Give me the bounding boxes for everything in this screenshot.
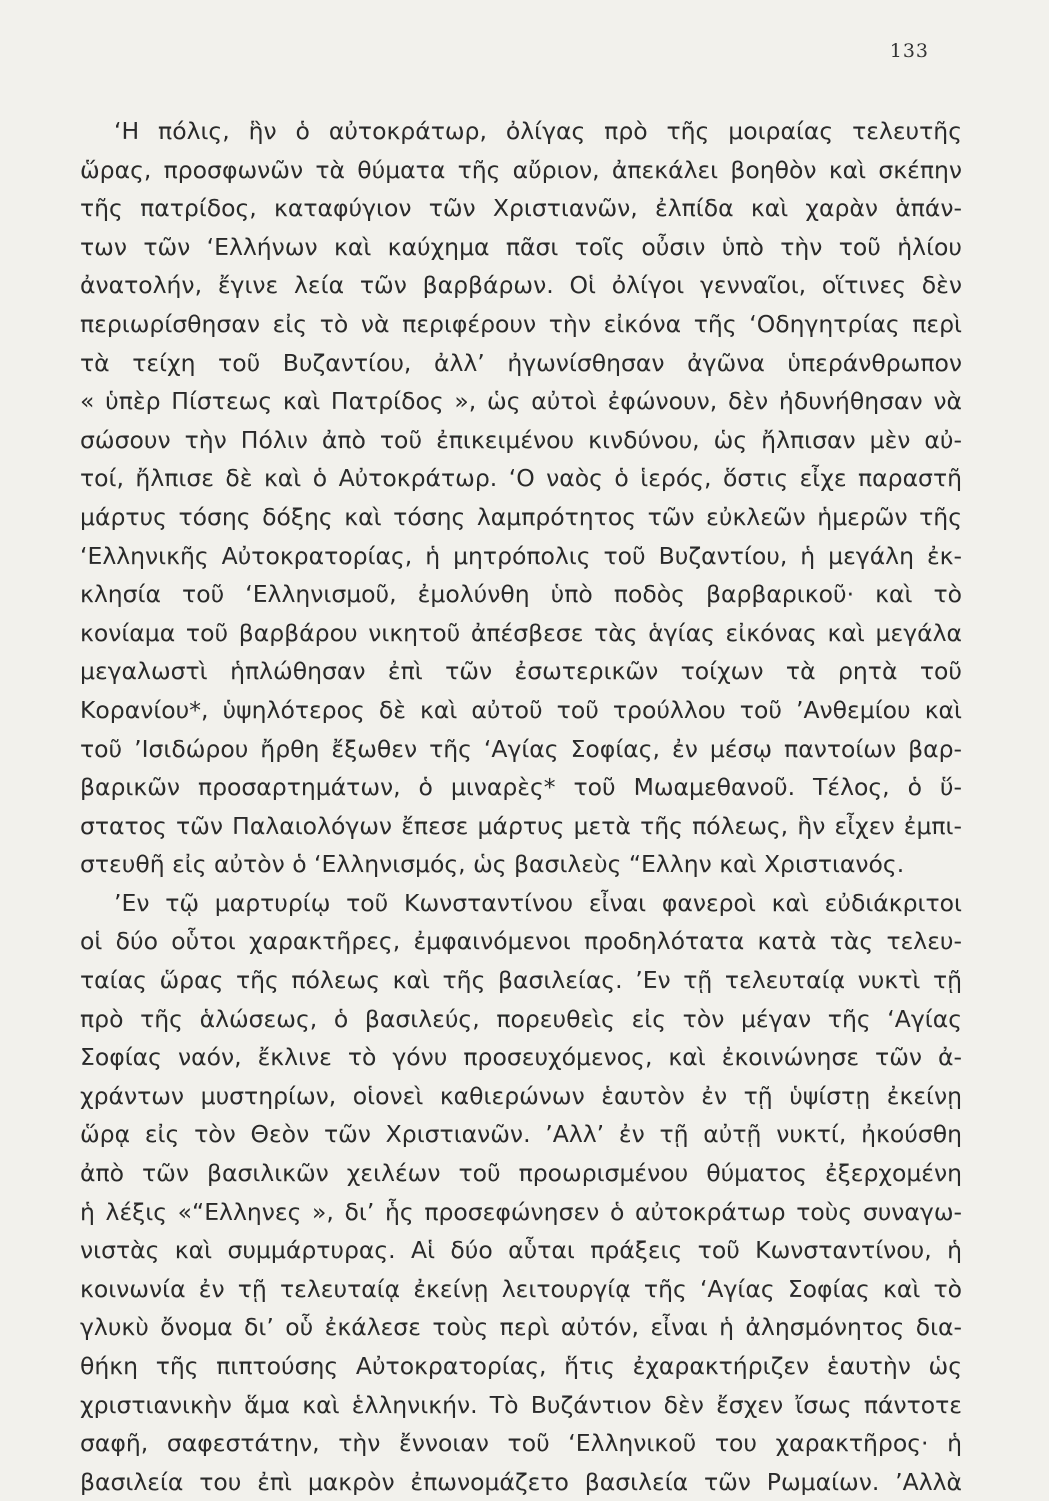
text-line: Κορανίου*, ὑψηλότερος δὲ καὶ αὐτοῦ τοῦ τρούλλου τοῦ ’Ανθεμίου καὶ — [80, 695, 962, 724]
text-line: ἀνατολήν, ἔγινε λεία τῶν βαρβάρων. Οἱ ὀλίγοι γενναῖοι, οἵτινες δὲν — [80, 271, 962, 300]
text-line: τὰ τείχη τοῦ Βυζαντίου, ἀλλ’ ἠγωνίσθησαν ἀγῶνα ὑπεράνθρωπον — [80, 348, 962, 377]
text-line: θήκη τῆς πιπτούσης Αὐτοκρατορίας, ἥτις ἐχαρακτήριζεν ἑαυτὴν ὡς — [80, 1352, 962, 1380]
text-line: σώσουν τὴν Πόλιν ἀπὸ τοῦ ἐπικειμένου κινδύνου, ὡς ἤλπισαν μὲν αὐ- — [80, 425, 962, 454]
text-line: σαφῆ, σαφεστάτην, τὴν ἔννοιαν τοῦ ‘Ελληνικοῦ του χαρακτῆρος· ἡ — [80, 1429, 962, 1458]
text-line: χριστιανικὴν ἅμα καὶ ἑλληνικήν. Τὸ Βυζάντιον δὲν ἔσχεν ἴσως πάντοτε — [80, 1390, 962, 1419]
text-line: γλυκὺ ὄνομα δι’ οὗ ἐκάλεσε τοὺς περὶ αὐτόν, εἶναι ἡ ἀλησμόνητος δια- — [80, 1313, 962, 1342]
text-line: ‘Ελληνικῆς Αὐτοκρατορίας, ἡ μητρόπολις τοῦ Βυζαντίου, ἡ μεγάλη ἐκ- — [80, 541, 962, 570]
text-line: « ὑπὲρ Πίστεως καὶ Πατρίδος », ὡς αὐτοὶ ἐφώνουν, δὲν ἠδυνήθησαν νὰ — [80, 387, 962, 416]
text-line: τοῦ ’Ισιδώρου ἤρθη ἔξωθεν τῆς ‘Αγίας Σοφίας, ἐν μέσῳ παντοίων βαρ- — [80, 734, 962, 763]
text-line: οἱ δύο οὗτοι χαρακτῆρες, ἐμφαινόμενοι προδηλότατα κατὰ τὰς τελευ- — [80, 927, 962, 956]
text-line: μάρτυς τόσης δόξης καὶ τόσης λαμπρότητος τῶν εὐκλεῶν ἡμερῶν τῆς — [80, 502, 962, 531]
text-line: ’Εν τῷ μαρτυρίῳ τοῦ Κωνσταντίνου εἶναι φανεροὶ καὶ εὐδιάκριτοι — [114, 888, 962, 917]
text-line: ὥρᾳ εἰς τὸν Θεὸν τῶν Χριστιανῶν. ’Αλλ’ ἐν τῇ αὐτῇ νυκτί, ἠκούσθη — [80, 1120, 962, 1149]
text-line: των τῶν ‘Ελλήνων καὶ καύχημα πᾶσι τοῖς οὖσιν ὑπὸ τὴν τοῦ ἡλίου — [80, 232, 962, 261]
text-line: ταίας ὥρας τῆς πόλεως καὶ τῆς βασιλείας. ’Εν τῇ τελευταίᾳ νυκτὶ τῇ — [80, 966, 962, 995]
text-line: βασιλεία του ἐπὶ μακρὸν ἐπωνομάζετο βασιλεία τῶν Ρωμαίων. ’Αλλὰ — [80, 1467, 962, 1496]
text-line: ὥρας, προσφωνῶν τὰ θύματα τῆς αὔριον, ἀπεκάλει βοηθὸν καὶ σκέπην — [80, 155, 962, 184]
text-line: ἀπὸ τῶν βασιλικῶν χειλέων τοῦ προωρισμένου θύματος ἐξερχομένη — [80, 1159, 962, 1188]
text-line: πρὸ τῆς ἁλώσεως, ὁ βασιλεύς, πορευθεὶς εἰς τὸν μέγαν τῆς ‘Αγίας — [80, 1004, 962, 1033]
text-line: κονίαμα τοῦ βαρβάρου νικητοῦ ἀπέσβεσε τὰς ἁγίας εἰκόνας καὶ μεγάλα — [80, 618, 962, 647]
body-text — [80, 112, 962, 1501]
text-line: τοί, ἤλπισε δὲ καὶ ὁ Αὐτοκράτωρ. ‘Ο ναὸς ὁ ἱερός, ὅστις εἶχε παραστῆ — [80, 464, 962, 493]
text-line: χράντων μυστηρίων, οἱονεὶ καθιερώνων ἑαυτὸν ἐν τῇ ὑψίστῃ ἐκείνῃ — [80, 1081, 962, 1110]
text-line: ἡ λέξις «“Ελληνες », δι’ ἧς προσεφώνησεν ὁ αὐτοκράτωρ τοὺς συναγω- — [80, 1197, 962, 1226]
text-line: μεγαλωστὶ ἡπλώθησαν ἐπὶ τῶν ἐσωτερικῶν τοίχων τὰ ρητὰ τοῦ — [80, 657, 962, 686]
text-line: τῆς πατρίδος, καταφύγιον τῶν Χριστιανῶν, ἐλπίδα καὶ χαρὰν ἁπάν- — [80, 194, 962, 223]
text-line: βαρικῶν προσαρτημάτων, ὁ μιναρὲς* τοῦ Μωαμεθανοῦ. Τέλος, ὁ ὕ- — [80, 773, 962, 802]
page-number: 133 — [889, 40, 929, 62]
text-line: Σοφίας ναόν, ἔκλινε τὸ γόνυ προσευχόμενος, καὶ ἐκοινώνησε τῶν ἀ- — [80, 1043, 962, 1072]
text-line: περιωρίσθησαν εἰς τὸ νὰ περιφέρουν τὴν εἰκόνα τῆς ‘Οδηγητρίας περὶ — [80, 309, 962, 338]
text-line: στατος τῶν Παλαιολόγων ἔπεσε μάρτυς μετὰ τῆς πόλεως, ἣν εἶχεν ἐμπι- — [80, 811, 962, 840]
text-line: στευθῆ εἰς αὐτὸν ὁ ‘Ελληνισμός, ὡς βασιλεὺς “Ελλην καὶ Χριστιανός. — [80, 850, 905, 879]
text-line: κοινωνία ἐν τῇ τελευταίᾳ ἐκείνῃ λειτουργίᾳ τῆς ‘Αγίας Σοφίας καὶ τὸ — [80, 1274, 962, 1303]
text-line: νιστὰς καὶ συμμάρτυρας. Αἱ δύο αὗται πράξεις τοῦ Κωνσταντίνου, ἡ — [80, 1236, 962, 1265]
text-line: κλησία τοῦ ‘Ελληνισμοῦ, ἐμολύνθη ὑπὸ ποδὸς βαρβαρικοῦ· καὶ τὸ — [80, 580, 962, 609]
text-line: ‘Η πόλις, ἣν ὁ αὐτοκράτωρ, ὀλίγας πρὸ τῆς μοιραίας τελευτῆς — [114, 117, 962, 145]
